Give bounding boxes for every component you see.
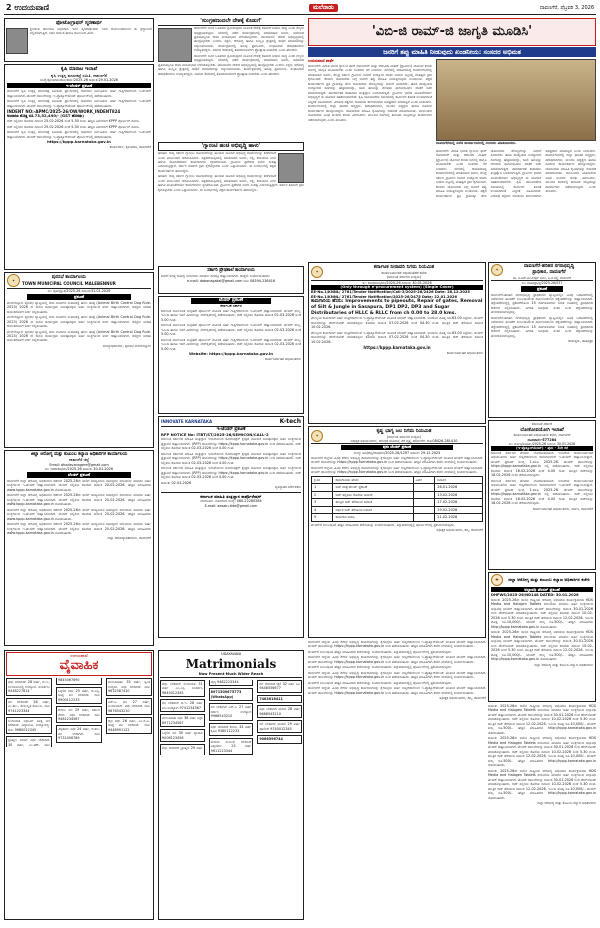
- main-banner: [308, 18, 596, 46]
- portrait-photo: [6, 28, 28, 54]
- kbjnl-text: ದಾವಣಗೆರೆ ಜಿಲ್ಲೆಯ ವಿವಿಧ ಕೆರೆಗಳ ಅಭಿವೃದ್ಧಿ ಕಾಮಗಾರಿಗಳನ್ನು ಕೈಗೊಳ್ಳಲು ಅರ್ಹ ಗುತ್ತಿಗೆದಾರರಿಂದ ಇ-ಪ್ರೊಕ್ಯೂರ್‌ಮೆಂಟ್ ಮೂಲಕ ಟೆಂಡರ್ ಆಹ್ವಾನಿಸಲಾಗಿದೆ. ಟೆಂಡರ್ ದಾಖಲೆಗಳನ್ನು https://kppp.karnataka.gov.in ನಿಂದ ಪಡೆಯಬಹುದು. ಹೆಚ್ಚಿನ ಮಾಹಿತಿಗಾಗಿ ಕಚೇರಿ ವೇಳೆಯಲ್ಲಿ ಸಂಪರ್ಕಿಸಬಹುದು.: [308, 655, 486, 664]
- dhfws-sign: ಜಿಲ್ಲಾ ಆರೋಗ್ಯ ಮತ್ತು ಕುಟುಂಬ ಕಲ್ಯಾಣ ಅಧಿಕಾರಿಗಳು: [534, 662, 593, 667]
- dhfws-title: ಜಿಲ್ಲಾ ಆರೋಗ್ಯ ಮತ್ತು ಕುಟುಂಬ ಕಲ್ಯಾಣ ಅಧಿಕಾರಿಗಳ ಕಚೇರಿ: [508, 577, 590, 583]
- dhuda-notice: ಪ್ರಕಟಣೆ: [521, 286, 563, 291]
- apmc-text: ದಾವಣಗೆರೆ ಕೃಷಿ ಉತ್ಪನ್ನ ಮಾರುಕಟ್ಟೆ ಸಮಿತಿಯ ಪ್ರಾಂಗಣದಲ್ಲಿ ಕಾಮಗಾರಿ ನಿರ್ವಹಿಸಲು ಅರ್ಹ ಗುತ್ತಿಗೆದಾರರಿಂದ ಇ-ಟೆಂಡರ್ ಆಹ್ವಾನಿಸಲಾಗಿದೆ. ಟೆಂಡರ್ ದಾಖಲೆಗಳನ್ನು ಇ-ಪ್ರೊಕ್ಯೂರ್‌ಮೆಂಟ್ ಪೋರ್ಟಲ್‌ನಲ್ಲಿ ಪಡೆಯಬಹುದು.: [7, 89, 151, 98]
- school-email: e-mail: dabanagaksi@gmail.com ದೂ: 08394-236416: [186, 279, 276, 284]
- page-label: 2 ಉದಯವಾಣಿ: [6, 3, 50, 12]
- vaivahika-classifieds: [4, 650, 154, 920]
- ktech-text: ಕರ್ನಾಟಕ ಸರ್ಕಾರದ ಮಾಹಿತಿ ತಂತ್ರಜ್ಞಾನ ಇಲಾಖೆಯಿಂದ ಸೆಮಿಕಂಡಕ್ಟರ್ ಕ್ಷೇತ್ರದ ಯೋಜನೆ ಅನುಷ್ಠಾನಕ್ಕಾಗಿ ಅರ್ಹ ಸಂಸ್ಥೆಗಳಿಂದ ಪ್ರಸ್ತಾವನೆ ಆಹ್ವಾನಿಸಲಾಗಿದೆ. (RFP) ದಾಖಲೆಗಳನ್ನು https://kppp.karnataka.gov.in ನಿಂದ ಪಡೆಯಬಹುದು. ಬಿಡ್ ಸಲ್ಲಿಸಲು ಕೊನೆಯ ದಿನಾಂಕ 02-03-2026 ಸಂಜೆ 4.00 ಗಂಟೆ.: [161, 466, 301, 480]
- tender-notice-ad: [158, 296, 304, 414]
- tender-subtitle: ಕರ್ನಾಟಕ ಸರ್ಕಾರ: [220, 302, 242, 308]
- apmc-notice: ಇ-ಟೆಂಡರ್ ಪ್ರಕಟಣೆ: [7, 83, 151, 88]
- matrimonials-tagline: Now Present Much Wider Reach: [198, 672, 264, 677]
- classified-ad: ವಿಶ್ವಕರ್ಮ ವಧು 24 ವರ್ಷ, ಬಿ.ಕಾಂ. ವರ ಬೇಕಾಗಿದೆ. ದೂ: 9731456789: [56, 725, 102, 742]
- kbjnl-title: ಕೃಷ್ಣ ಭಾಗ್ಯ ಜಲ ನಿಗಮ ನಿಯಮಿತ: [376, 428, 432, 434]
- dhuda-text: ದಾವಣಗೆರೆ-ಹರಿಹರ ನಗರಾಭಿವೃದ್ಧಿ ಪ್ರಾಧಿಕಾರದ ವ್ಯಾಪ್ತಿಯಲ್ಲಿನ ವಿವಿಧ ಬಡಾವಣೆಗಳಲ್ಲಿ ನಿವೇಶನಗಳ ಹಂಚಿಕೆಗೆ ಸಂಬಂಧಿಸಿದಂತೆ ಸಾರ್ವಜನಿಕರಿಂದ ಆಕ್ಷೇಪಣೆಗಳನ್ನು ಆಹ್ವಾನಿಸಲಾಗಿದೆ. ಆಕ್ಷೇಪಣೆಗಳಿದ್ದಲ್ಲಿ ಪ್ರಕಟಣೆಗೊಂಡ 15 ದಿನಗಳೊಳಗಾಗಿ ಲಿಖಿತ ರೂಪದಲ್ಲಿ ಪ್ರಾಧಿಕಾರದ ಕಚೇರಿಗೆ ಸಲ್ಲಿಸಬಹುದು. ನಿಗದಿತ ಅವಧಿಯ ನಂತರ ಬಂದ ಆಕ್ಷೇಪಣೆಗಳನ್ನು ಪರಿಗಣಿಸಲಾಗುವುದಿಲ್ಲ.: [491, 315, 593, 338]
- emblem-icon: ✦: [311, 430, 323, 442]
- table-cell: 21.02.2026: [435, 514, 483, 522]
- knnl-text: ಮೇಲ್ಕಂಡ ಕಾಮಗಾರಿಗೆ ಅರ್ಹ ಗುತ್ತಿಗೆದಾರರಿಂದ ಇ-ಪ್ರೊಕ್ಯೂರ್‌ಮೆಂಟ್ ಮೂಲಕ ಟೆಂಡರ್ ಆಹ್ವಾನಿಸಲಾಗಿದೆ. ಅಂದಾಜು ಮೊತ್ತ ರೂ.63.00 ಲಕ್ಷಗಳು. ಟೆಂಡರ್ ದಾಖಲೆಗಳನ್ನು ಡೌನ್‌ಲೋಡ್ ಮಾಡಿಕೊಳ್ಳಲು ಕೊನೆಯ ದಿನಾಂಕ 07.02.2026 ಸಂಜೆ 04.30 ಗಂಟೆ. ತಾಂತ್ರಿಕ ಬಿಡ್ ತೆರೆಯುವ ದಿನಾಂಕ 10.02.2026.: [311, 330, 483, 344]
- main-body: ದಾವಣಗೆರೆ: ವಿಕಸಿತ ಭಾರತ ಗ್ಯಾರಂಟಿ ಫಾರ್ ರೋಜಗಾರ್ ಮತ್ತು ಆಜೀವಿಕಾ ಮಿಷನ್ (ಗ್ರಾಮೀಣ) ಯೋಜನೆ ಕುರಿತು ಜನರಲ್ಲಿ ಜಾಗೃತಿ ಮೂಡಿಸಬೇಕು ಎಂದು ಸಂಸದರು ಕರೆ ನೀಡಿದರು. ನಗರದಲ್ಲಿ ಆಯೋಜಿಸಿದ್ದ ಕಾರ್ಯಾಗಾರದಲ್ಲಿ ಮಾತನಾಡಿದ ಅವರು, ಕೇಂದ್ರ ಸರ್ಕಾರ ಗ್ರಾಮೀಣ ಜನರಿಗೆ ಉದ್ಯೋಗ ಖಾತರಿ ನೀಡುವ ನಿಟ್ಟಿನಲ್ಲಿ ಮಹತ್ವದ ಕ್ರಮ ಕೈಗೊಂಡಿದೆ. ಕೆಲವರು ಯೋಜನೆಯ ಬಗ್ಗೆ ಜನರಿಗೆ ತಪ್ಪು ಮಾಹಿತಿ ನೀಡುತ್ತಿರುವುದು ಖಂಡನೀಯ. ಪಕ್ಷದ ಕಾರ್ಯಕರ್ತರು ಪ್ರತಿ ಗ್ರಾಮಕ್ಕೂ ತೆರಳಿ ಯೋಜನೆಯ ಸೌಲಭ್ಯಗಳನ್ನು ಜನರಿಗೆ ತಿಳಿಸಬೇಕು. ಹೊಸ ಕಾಯ್ದೆಯಡಿ ಉದ್ಯೋಗದ ದಿನಗಳನ್ನು ಹೆಚ್ಚಿಸಲಾಗಿದ್ದು, ಕೂಲಿ ಹಣವನ್ನು ನೇರವಾಗಿ ಫಲಾನುಭವಿಗಳ ಖಾತೆಗೆ ಜಮೆ ಮಾಡಲಾಗುತ್ತದೆ. ಪಾರದರ್ಶಕತೆ ಕಾಪಾಡಲು ತಂತ್ರಜ್ಞಾನ ಬಳಸಲಾಗುತ್ತಿದೆ. ಗ್ರಾಮೀಣ ಭಾಗದ ಮೂಲಸೌಕರ್ಯ ಅಭಿವೃದ್ಧಿಗೆ ಈ ಯೋಜನೆ ಸಹಕಾರಿಯಾಗಲಿದೆ. ಕೃಷಿ ಚಟುವಟಿಕೆಗಳ ಸಮಯದಲ್ಲಿ ಕಾರ್ಮಿಕರ ಕೊರತೆ ಉಂಟಾಗದಂತೆ ಎಚ್ಚರಿಕೆ ವಹಿಸಲಾಗಿದೆ. ವಿರೋಧ ಪಕ್ಷಗಳು ರಾಜಕೀಯ ಕಾರಣಗಳಿಗಾಗಿ ಅಪಪ್ರಚಾರ ಮಾಡುತ್ತಿವೆ ಎಂದು ಟೀಕಿಸಿದರು. ಕಾರ್ಯಾಗಾರದಲ್ಲಿ ಜಿಲ್ಲಾ ಘಟಕದ ಅಧ್ಯಕ್ಷರು, ಪದಾಧಿಕಾರಿಗಳು, ಮಂಡಲ ಅಧ್ಯಕ್ಷರು ಹಾಗೂ ನೂರಾರು ಕಾರ್ಯಕರ್ತರು ಪಾಲ್ಗೊಂಡಿದ್ದರು. ಯೋಜನೆಯ ಮಾಹಿತಿ ಕೈಪಿಡಿಗಳನ್ನು ಬಿಡುಗಡೆ ಮಾಡಲಾಯಿತು. ಮುಖಂಡರು ಯೋಜನೆಯ ವಿವಿಧ ಅಂಶಗಳ ಕುರಿತು ವಿವರಿಸಿದರು. ಮುಂದಿನ ದಿನಗಳಲ್ಲಿ ತಾಲೂಕು ಮಟ್ಟದಲ್ಲೂ ಕಾರ್ಯಾಗಾರ ನಡೆಸಲಾಗುವುದು ಎಂದು ತಿಳಿಸಿದರು.: [308, 63, 432, 122]
- phc-text: ದಾವಣಗೆರೆ ಜಿಲ್ಲಾ ಆರೋಗ್ಯ ಅಧಿಕಾರಿಗಳ ಕಚೇರಿಗೆ 2025-26ನೇ ಸಾಲಿಗೆ ಅಗತ್ಯವಿರುವ ಸಾಮಗ್ರಿಗಳ ಸರಬರಾಜು ಮಾಡಲು ಅರ್ಹ ಸಂಸ್ಥೆಗಳಿಂದ ಇ-ಟೆಂಡರ್ ಆಹ್ವಾನಿಸಲಾಗಿದೆ. ಟೆಂಡರ್ ಸಲ್ಲಿಸಲು ಕೊನೆಯ ದಿನಾಂಕ 20-02-2026. ಹೆಚ್ಚಿನ ಮಾಹಿತಿಗಾಗಿ www.kppp.karnataka.gov.in ನೋಡಬಹುದು.: [7, 493, 151, 507]
- apmc-title: ಕೃಷಿ ಮಾರಾಟ ಇಲಾಖೆ: [60, 66, 98, 72]
- dhfws-tender-ad: [488, 572, 596, 702]
- innovate-karnataka-logo: INNOVATE KARNATAKA: [161, 419, 213, 425]
- classified-ad: ವರ ಬೇಕಾಗಿದೆ ಎಸ್.ಸಿ. 27 ವರ್ಷ ಸರ್ಕಾರಿ ಉದ್ಯೋಗ 9986543210: [209, 703, 254, 720]
- tmc-sign: ಮುಖ್ಯಾಧಿಕಾರಿಗಳು, ಪುರಸಭೆ ಮಲೇಬೆನ್ನೂರು: [102, 343, 151, 348]
- table-cell: ತಾಂತ್ರಿಕ ಬಿಡ್ ತೆರೆಯುವ ದಿನಾಂಕ: [333, 499, 413, 507]
- matrimonials-title: Matrimonials: [185, 656, 277, 671]
- classified-ad: ಬ್ರಾಹ್ಮಣ ವರನಿಗೆ ವಧು ಬೇಕಾಗಿದೆ. 30 ವರ್ಷ, ಎಂ.ಟೆಕ್. ದೂ: 9845067890: [6, 678, 102, 747]
- health-emblem-icon: ✚: [491, 574, 503, 586]
- dhfws-text: ದಿನಾಂಕ: 2025-26ನೇ ಸಾಲಿನ ರಾಷ್ಟ್ರೀಯ ಆರೋಗ್ಯ ಅಭಿಯಾನ ಕಾರ್ಯಕ್ರಮದಡಿ HDS Media and Halogen Tablets ಸರಬರಾಜು ಮಾಡಲು ಅರ್ಹ ಸಂಸ್ಥೆಗಳಿಂದ ಅಲ್ಪಾವಧಿ ಟೆಂಡರ್ ಆಹ್ವಾನಿಸಲಾಗಿದೆ. ಟೆಂಡರ್ ದಾಖಲೆಗಳನ್ನು ದಿನಾಂಕ 30-01-2026 ರಿಂದ ಡೌನ್‌ಲೋಡ್ ಮಾಡಿಕೊಳ್ಳಬಹುದು. ಬಿಡ್ ಸಲ್ಲಿಸಲು ಕೊನೆಯ ದಿನಾಂಕ 10-02-2026 ಸಂಜೆ 5.30 ಗಂಟೆ. ತಾಂತ್ರಿಕ ಬಿಡ್ ತೆರೆಯುವ ದಿನಾಂಕ 12-02-2026. ಇಎಂಡಿ ಮೊತ್ತ ರೂ.10,000/-. ಟೆಂಡರ್ ಶುಲ್ಕ ರೂ.500/-. ಹೆಚ್ಚಿನ ಮಾಹಿತಿಗಾಗಿ http://kppp.karnataka.gov.in ನೋಡಬಹುದು.: [491, 597, 593, 629]
- knnl-web[interactable]: https://kppp.karnataka.gov.in: [363, 345, 431, 351]
- dhuda-title: ದಾವಣಗೆರೆ-ಹರಿಹರ ನಗರಾಭಿವೃದ್ಧಿ: [523, 264, 575, 270]
- section-masthead: ಮಲೆನಾಡು: [309, 4, 338, 12]
- apmc-indent: INDENT NO:-APMC/2025-26/OW/WORK_INDENT824: [7, 109, 121, 115]
- phc-notice: ಟೆಂಡರ್ ಪ್ರಕಟಣೆ: [27, 472, 131, 477]
- table-cell: [413, 506, 435, 514]
- pwd-text: ಕರ್ನಾಟಕ ಸರ್ಕಾರದ ಪರವಾಗಿ ಲೋಕೋಪಯೋಗಿ ಇಲಾಖೆಯ ಕಾರ್ಯನಿರ್ವಾಹಕ ಅಭಿಯಂತರರು ಅರ್ಹ ಗುತ್ತಿಗೆದಾರರಿಂದ ಕಾಮಗಾರಿಗಳಿಗೆ ಇ-ಟೆಂಡರ್ ಆಹ್ವಾನಿಸಿರುತ್ತಾರೆ. ಟೆಂಡರ್ ಪ್ರಕಟಣೆ ಸಂಖ್ಯೆ 1-ಕೆಪಿಪಿ 2025-26. ಟೆಂಡರ್ ದಾಖಲೆಗಳನ್ನು https://kppp.karnataka.gov.in ನಲ್ಲಿ ಪಡೆಯಬಹುದು. ಬಿಡ್ ಸಲ್ಲಿಸಲು ಕೊನೆಯ ದಿನಾಂಕ 16.02.2026 ಸಂಜೆ 4.00 ಗಂಟೆ. ತಾಂತ್ರಿಕ ಬಿಡ್‌ಗಳನ್ನು 18.02.2026 ರಂದು ತೆರೆಯಲಾಗುವುದು.: [491, 478, 593, 506]
- ktech2-title: ಕರ್ನಾಟಕ ಮಾಹಿತಿ ತಂತ್ರಜ್ಞಾನ ಕಾರ್ಪೊರೇಷನ್: [200, 493, 262, 499]
- table-header-cell: ವಿವರ: [413, 476, 435, 484]
- phc-subtitle: ದಾವಣಗೆರೆ ಜಿಲ್ಲೆ: [68, 456, 90, 462]
- ktech-text: ಕರ್ನಾಟಕ ಸರ್ಕಾರದ ಮಾಹಿತಿ ತಂತ್ರಜ್ಞಾನ ಇಲಾಖೆಯಿಂದ ಸೆಮಿಕಂಡಕ್ಟರ್ ಕ್ಷೇತ್ರದ ಯೋಜನೆ ಅನುಷ್ಠಾನಕ್ಕಾಗಿ ಅರ್ಹ ಸಂಸ್ಥೆಗಳಿಂದ ಪ್ರಸ್ತಾವನೆ ಆಹ್ವಾನಿಸಲಾಗಿದೆ. (RFP) ದಾಖಲೆಗಳನ್ನು https://kppp.karnataka.gov.in ನಿಂದ ಪಡೆಯಬಹುದು. ಬಿಡ್ ಸಲ್ಲಿಸಲು ಕೊನೆಯ ದಿನಾಂಕ 02-03-2026 ಸಂಜೆ 4.00 ಗಂಟೆ.: [161, 451, 301, 465]
- knnl-tender-ad: [308, 262, 486, 424]
- kbjnl-tender-ad: [308, 426, 486, 638]
- schedule-table: [311, 476, 483, 522]
- tender-text: ಕರ್ನಾಟಕ ಸಾರ್ವಜನಿಕ ಸಂಗ್ರಹಣೆ ಪೋರ್ಟಲ್ ಮೂಲಕ ಅರ್ಹ ಗುತ್ತಿಗೆದಾರರಿಂದ ಇ-ಟೆಂಡರ್ ಆಹ್ವಾನಿಸಲಾಗಿದೆ. ಟೆಂಡರ್ ಶುಲ್ಕ, ಇಎಂಡಿ ಹಾಗೂ ಇತರೆ ವಿವರಗಳನ್ನು ವೆಬ್‌ಸೈಟ್‌ನಲ್ಲಿ ಪಡೆಯಬಹುದು. ಬಿಡ್ ಸಲ್ಲಿಸಲು ಕೊನೆಯ ದಿನಾಂಕ 02-03-2026 ಸಂಜೆ 5.00 ಗಂಟೆ.: [161, 337, 301, 351]
- tmc-text: ಮಲೇಬೆನ್ನೂರು ಪುರಸಭೆ ವ್ಯಾಪ್ತಿಯಲ್ಲಿ ಬೀದಿ ನಾಯಿಗಳ ಸಂತಾನಶಕ್ತಿ ಹರಣ ಚಿಕಿತ್ಸೆ (Animal Birth Control Dog Rule-2023) 2026 ನೇ ಸಾಲಿನ ಕಾರ್ಯಕ್ರಮ ಅನುಷ್ಠಾನಕ್ಕಾಗಿ ಅರ್ಹ ಸಂಸ್ಥೆಗಳಿಂದ ಅರ್ಜಿ ಆಹ್ವಾನಿಸಲಾಗಿದೆ. ಆಸಕ್ತರು ನಿಗದಿತ ದಿನಾಂಕದೊಳಗೆ ಅರ್ಜಿ ಸಲ್ಲಿಸಬಹುದು.: [7, 315, 151, 329]
- kbjnl-address: ಅಧೀಕ್ಷಕ ಅಭಿಯಂತರರು, ಆರಂಭಿಕ ಯೋಜನೆ, ಕೆರೆ ವೃತ್ತ, ದಾವಣಗೆರೆ. ದೂ:08426-281410: [350, 438, 458, 443]
- obituary-title: ಫೋಟೋಗ್ರಾಫರ್‌ ಸ್ಮರಣಾರ್ಥ: [55, 20, 103, 26]
- ktech2-text: ಬೆಂಗಳೂರು. ದೂರವಾಣಿ ಸಂಖ್ಯೆ: 080-22280584: [200, 499, 262, 504]
- emblem-icon: ✦: [7, 274, 20, 287]
- table-row: [312, 491, 483, 499]
- ktech-rfp: RFP NOTICE No: ITBT/ST/2025-26/SEMICON/CALL-2: [161, 431, 269, 437]
- classified-ad: 9066596744: [257, 735, 302, 743]
- ktech2-email: E-mail: aesain.ktte@gmail.com: [204, 503, 258, 508]
- table-cell: [413, 491, 435, 499]
- classified-ad: 8971509675773 (WhatsApp): [209, 688, 254, 701]
- classified-ad: ವಧು ಬೇಕಾಗಿದೆ ಮರಾಠ 28 ವರ್ಷ 9686543210: [257, 705, 302, 718]
- tmc-ref: ಸಂ: ಪುಮ/ಪ್ರ.ಕ/2025-26 ದಿನಾಂಕ:31.01.2026: [7, 288, 151, 293]
- table-cell: 2: [312, 491, 333, 499]
- pwd-text: ಕರ್ನಾಟಕ ಸರ್ಕಾರದ ಪರವಾಗಿ ಲೋಕೋಪಯೋಗಿ ಇಲಾಖೆಯ ಕಾರ್ಯನಿರ್ವಾಹಕ ಅಭಿಯಂತರರು ಅರ್ಹ ಗುತ್ತಿಗೆದಾರರಿಂದ ಕಾಮಗಾರಿಗಳಿಗೆ ಇ-ಟೆಂಡರ್ ಆಹ್ವಾನಿಸಿರುತ್ತಾರೆ. ಟೆಂಡರ್ ಪ್ರಕಟಣೆ ಸಂಖ್ಯೆ 1-ಕೆಪಿಪಿ 2025-26. ಟೆಂಡರ್ ದಾಖಲೆಗಳನ್ನು https://kppp.karnataka.gov.in ನಲ್ಲಿ ಪಡೆಯಬಹುದು. ಬಿಡ್ ಸಲ್ಲಿಸಲು ಕೊನೆಯ ದಿನಾಂಕ 16.02.2026 ಸಂಜೆ 4.00 ಗಂಟೆ. ತಾಂತ್ರಿಕ ಬಿಡ್‌ಗಳನ್ನು 18.02.2026 ರಂದು ತೆರೆಯಲಾಗುವುದು.: [491, 450, 593, 478]
- classified-ad: ವರ ಬೇಕಾಗಿದೆ: 26 ವರ್ಷ, ಎಂ.ಕಾಂ., ಸುಸಂಸ್ಕೃತ ಕುಟುಂಬ. ದೂ: 9741223344: [6, 698, 52, 715]
- knnl-text: ಮೇಲ್ಕಂಡ ಕಾಮಗಾರಿಗೆ ಅರ್ಹ ಗುತ್ತಿಗೆದಾರರಿಂದ ಇ-ಪ್ರೊಕ್ಯೂರ್‌ಮೆಂಟ್ ಮೂಲಕ ಟೆಂಡರ್ ಆಹ್ವಾನಿಸಲಾಗಿದೆ. ಅಂದಾಜು ಮೊತ್ತ ರೂ.63.00 ಲಕ್ಷಗಳು. ಟೆಂಡರ್ ದಾಖಲೆಗಳನ್ನು ಡೌನ್‌ಲೋಡ್ ಮಾಡಿಕೊಳ್ಳಲು ಕೊನೆಯ ದಿನಾಂಕ 07.02.2026 ಸಂಜೆ 04.30 ಗಂಟೆ. ತಾಂತ್ರಿಕ ಬಿಡ್ ತೆರೆಯುವ ದಿನಾಂಕ 10.02.2026.: [311, 316, 483, 330]
- tender-text: ಕರ್ನಾಟಕ ಸಾರ್ವಜನಿಕ ಸಂಗ್ರಹಣೆ ಪೋರ್ಟಲ್ ಮೂಲಕ ಅರ್ಹ ಗುತ್ತಿಗೆದಾರರಿಂದ ಇ-ಟೆಂಡರ್ ಆಹ್ವಾನಿಸಲಾಗಿದೆ. ಟೆಂಡರ್ ಶುಲ್ಕ, ಇಎಂಡಿ ಹಾಗೂ ಇತರೆ ವಿವರಗಳನ್ನು ವೆಬ್‌ಸೈಟ್‌ನಲ್ಲಿ ಪಡೆಯಬಹುದು. ಬಿಡ್ ಸಲ್ಲಿಸಲು ಕೊನೆಯ ದಿನಾಂಕ 02-03-2026 ಸಂಜೆ 5.00 ಗಂಟೆ.: [161, 308, 301, 322]
- phc-title: ಜಿಲ್ಲಾ ಆರೋಗ್ಯ ಮತ್ತು ಕುಟುಂಬ ಕಲ್ಯಾಣ ಅಧಿಕಾರಿಗಳ ಕಾರ್ಯಾಲಯ: [30, 452, 128, 457]
- apmc-ref: ಸಂಖ್ಯೆ:ಕೃಉಮಾಸ:ದಾವ:ಕಾಮ:2025-26 ದಿನಾಂಕ:29.01.2026: [40, 77, 118, 82]
- apmc-text2: ಬಿಡ್ ಸಲ್ಲಿಸಲು ಕೊನೆಯ ದಿನಾಂಕ 25.02.2026 ಸಂಜೆ 5.30 ಗಂಟೆ. ಹೆಚ್ಚಿನ ವಿವರಗಳಿಗೆ KPPP ಪೋರ್ಟಲ್ ನೋಡಿ.: [7, 124, 140, 129]
- dhfws-continued: [488, 704, 596, 920]
- pwd-sign: ಕಾರ್ಯನಿರ್ವಾಹಕ ಅಭಿಯಂತರರು, ಲೋಇ, ದಾವಣಗೆರೆ: [532, 506, 593, 511]
- kbjnl-sign: ಅಧೀಕ್ಷಕ ಅಭಿಯಂತರರು, ಕೆವೃ, ದಾವಣಗೆರೆ: [436, 528, 483, 533]
- knnl-subtitle2: (ಕರ್ನಾಟಕ ಸರ್ಕಾರದ ಉದ್ಯಮ): [386, 275, 422, 280]
- kbjnl-text: ದಾವಣಗೆರೆ ಜಿಲ್ಲೆಯ ವಿವಿಧ ಕೆರೆಗಳ ಅಭಿವೃದ್ಧಿ ಕಾಮಗಾರಿಗಳನ್ನು ಕೈಗೊಳ್ಳಲು ಅರ್ಹ ಗುತ್ತಿಗೆದಾರರಿಂದ ಇ-ಪ್ರೊಕ್ಯೂರ್‌ಮೆಂಟ್ ಮೂಲಕ ಟೆಂಡರ್ ಆಹ್ವಾನಿಸಲಾಗಿದೆ. ಟೆಂಡರ್ ದಾಖಲೆಗಳನ್ನು https://kppp.karnataka.gov.in ನಿಂದ ಪಡೆಯಬಹುದು. ಹೆಚ್ಚಿನ ಮಾಹಿತಿಗಾಗಿ ಕಚೇರಿ ವೇಳೆಯಲ್ಲಿ ಸಂಪರ್ಕಿಸಬಹುದು.: [308, 686, 486, 695]
- table-cell: 5: [312, 514, 333, 522]
- knnl-title: ಕರ್ನಾಟಕ ನೀರಾವರಿ ನಿಗಮ ನಿಯಮಿತ: [373, 264, 435, 270]
- table-header-cell: ಕಾಮಗಾರಿಯ ಹೆಸರು: [333, 476, 413, 484]
- ktech-rfp-ad: [158, 416, 304, 638]
- table-cell: ಕಾಮಗಾರಿ ಅವಧಿ: [333, 514, 413, 522]
- pwd-subtitle: ಕಾರ್ಯನಿರ್ವಾಹಕ ಅಭಿಯಂತರರ ಕಛೇರಿ, ದಾವಣಗೆರೆ: [513, 433, 571, 438]
- pwd-head: ಕರ್ನಾಟಕ ಸರ್ಕಾರ: [531, 422, 553, 426]
- main-article: [308, 59, 596, 259]
- table-cell: 17.02.2026: [435, 499, 483, 507]
- phc-text: ದಾವಣಗೆರೆ ಜಿಲ್ಲಾ ಆರೋಗ್ಯ ಅಧಿಕಾರಿಗಳ ಕಚೇರಿಗೆ 2025-26ನೇ ಸಾಲಿಗೆ ಅಗತ್ಯವಿರುವ ಸಾಮಗ್ರಿಗಳ ಸರಬರಾಜು ಮಾಡಲು ಅರ್ಹ ಸಂಸ್ಥೆಗಳಿಂದ ಇ-ಟೆಂಡರ್ ಆಹ್ವಾನಿಸಲಾಗಿದೆ. ಟೆಂಡರ್ ಸಲ್ಲಿಸಲು ಕೊನೆಯ ದಿನಾಂಕ 20-02-2026. ಹೆಚ್ಚಿನ ಮಾಹಿತಿಗಾಗಿ www.kppp.karnataka.gov.in ನೋಡಬಹುದು.: [7, 478, 151, 492]
- kbjnl-text2: ಟೆಂಡರ್‌ಗೆ ಸಂಬಂಧಿಸಿದ ಹೆಚ್ಚಿನ ಮಾಹಿತಿಗಾಗಿ ಕಚೇರಿಯನ್ನು ಸಂಪರ್ಕಿಸಬಹುದು. ತಿದ್ದುಪಡಿಗಳಿದ್ದಲ್ಲಿ ಪೋರ್ಟಲ್‌ನಲ್ಲಿ ಪ್ರಕಟಿಸಲಾಗುವುದು.: [308, 680, 452, 685]
- classified-ad: ವಧು ಬೇಕಾಗಿದೆ ಕುರುಬ 33 ವರ್ಷ ಕೃಷಿಕ 9380112233: [209, 723, 254, 736]
- table-cell: 13.02.2026: [435, 491, 483, 499]
- matrimonials-brand: UDAYAVANI: [220, 652, 242, 656]
- table-cell: 1: [312, 484, 333, 492]
- classified-ad: ಒಕ್ಕಲಿಗ ವರ 30 ವರ್ಷ ವ್ಯಾಪಾರ 9008123456: [160, 729, 205, 742]
- knnl-ee2: EE-No.1/KNNL/ 2761/Tender Notification/2025-26/2475 Date: 22.01.2026: [311, 294, 458, 299]
- dhuda-title2: ಪ್ರಾಧಿಕಾರ, ದಾವಣಗೆರೆ: [532, 270, 566, 275]
- table-cell: 19.02.2026: [435, 506, 483, 514]
- vaivahika-brand: ಉದಯವಾಣಿ: [70, 653, 88, 658]
- kbjnl-text: ದಾವಣಗೆರೆ ಜಿಲ್ಲೆಯ ವಿವಿಧ ಕೆರೆಗಳ ಅಭಿವೃದ್ಧಿ ಕಾಮಗಾರಿಗಳನ್ನು ಕೈಗೊಳ್ಳಲು ಅರ್ಹ ಗುತ್ತಿಗೆದಾರರಿಂದ ಇ-ಪ್ರೊಕ್ಯೂರ್‌ಮೆಂಟ್ ಮೂಲಕ ಟೆಂಡರ್ ಆಹ್ವಾನಿಸಲಾಗಿದೆ. ಟೆಂಡರ್ ದಾಖಲೆಗಳನ್ನು https://kppp.karnataka.gov.in ನಿಂದ ಪಡೆಯಬಹುದು. ಹೆಚ್ಚಿನ ಮಾಹಿತಿಗಾಗಿ ಕಚೇರಿ ವೇಳೆಯಲ್ಲಿ ಸಂಪರ್ಕಿಸಬಹುದು.: [311, 455, 483, 465]
- table-cell: 3: [312, 499, 333, 507]
- obituary-ad: [4, 18, 154, 62]
- article-body: ಹರಿಹರ: ರಾಜ್ಯ ಸರ್ಕಾರ ಗ್ಯಾರಂಟಿ ಯೋಜನೆಗಳನ್ನು ಹಂಚುವ ಮೂಲಕ ಅಭಿವೃದ್ಧಿ ಕಾರ್ಯಗಳನ್ನು ಕಡೆಗಣಿಸಿದೆ ಎಂದು ಮುಖಂಡರು ಆರೋಪಿಸಿದರು. ಪತ್ರಿಕಾಗೋಷ್ಠಿಯಲ್ಲಿ ಮಾತನಾಡಿದ ಅವರು, ರಸ್ತೆ, ಕುಡಿಯುವ ನೀರು ಹಾಗೂ ಮೂಲಸೌಕರ್ಯ ಕಾಮಗಾರಿಗಳು ಸ್ಥಗಿತಗೊಂಡಿವೆ. ಗ್ರಾಮೀಣ ಪ್ರದೇಶದ ಜನರು ಸಂಕಷ್ಟ ಎದುರಿಸುತ್ತಿದ್ದಾರೆ. ಸರ್ಕಾರ ಕೂಡಲೇ ಕ್ರಮ ಕೈಗೊಳ್ಳಬೇಕು ಎಂದು ಒತ್ತಾಯಿಸಿದರು. ಈ ಸಂದರ್ಭದಲ್ಲಿ ಪಕ್ಷದ ಕಾರ್ಯಕರ್ತರು ಹಾಜರಿದ್ದರು.: [158, 151, 276, 173]
- tender-sign: ಕಾರ್ಯನಿರ್ವಾಹಕ ಅಭಿಯಂತರರು: [264, 356, 301, 361]
- pwd-ref: ಸಂ: ಲೋಇ/ಕಾಅ/ಟೆಂ/2025-26 ದಿನಾಂಕ: 30.01.2026: [508, 442, 576, 447]
- kbjnl-text: ದಾವಣಗೆರೆ ಜಿಲ್ಲೆಯ ವಿವಿಧ ಕೆರೆಗಳ ಅಭಿವೃದ್ಧಿ ಕಾಮಗಾರಿಗಳನ್ನು ಕೈಗೊಳ್ಳಲು ಅರ್ಹ ಗುತ್ತಿಗೆದಾರರಿಂದ ಇ-ಪ್ರೊಕ್ಯೂರ್‌ಮೆಂಟ್ ಮೂಲಕ ಟೆಂಡರ್ ಆಹ್ವಾನಿಸಲಾಗಿದೆ. ಟೆಂಡರ್ ದಾಖಲೆಗಳನ್ನು https://kppp.karnataka.gov.in ನಿಂದ ಪಡೆಯಬಹುದು. ಹೆಚ್ಚಿನ ಮಾಹಿತಿಗಾಗಿ ಕಚೇರಿ ವೇಳೆಯಲ್ಲಿ ಸಂಪರ್ಕಿಸಬಹುದು.: [308, 670, 486, 680]
- school-notice-ad: [158, 266, 304, 294]
- classified-ad: ವಧು ಬೇಕಾಗಿದೆ: 28 ವರ್ಷ, ಬಿ.ಇ., ಬೆಂಗಳೂರಿನಲ್ಲಿ ಉದ್ಯೋಗ. ಸಂಪರ್ಕಿಸಿ: 9448227814: [6, 678, 52, 695]
- phc-text: ದಾವಣಗೆರೆ ಜಿಲ್ಲಾ ಆರೋಗ್ಯ ಅಧಿಕಾರಿಗಳ ಕಚೇರಿಗೆ 2025-26ನೇ ಸಾಲಿಗೆ ಅಗತ್ಯವಿರುವ ಸಾಮಗ್ರಿಗಳ ಸರಬರಾಜು ಮಾಡಲು ಅರ್ಹ ಸಂಸ್ಥೆಗಳಿಂದ ಇ-ಟೆಂಡರ್ ಆಹ್ವಾನಿಸಲಾಗಿದೆ. ಟೆಂಡರ್ ಸಲ್ಲಿಸಲು ಕೊನೆಯ ದಿನಾಂಕ 20-02-2026. ಹೆಚ್ಚಿನ ಮಾಹಿತಿಗಾಗಿ www.kppp.karnataka.gov.in ನೋಡಬಹುದು.: [7, 522, 151, 535]
- article-deshakke: [158, 18, 304, 140]
- phc-ref: ಸಂ: ಜಿಆಕುಕಅ/ಟೆಂ/2025-26 ದಿನಾಂಕ: 30-01-2026: [44, 467, 113, 472]
- table-cell: 4: [312, 506, 333, 514]
- kbjnl-text: ದಾವಣಗೆರೆ ಜಿಲ್ಲೆಯ ವಿವಿಧ ಕೆರೆಗಳ ಅಭಿವೃದ್ಧಿ ಕಾಮಗಾರಿಗಳನ್ನು ಕೈಗೊಳ್ಳಲು ಅರ್ಹ ಗುತ್ತಿಗೆದಾರರಿಂದ ಇ-ಪ್ರೊಕ್ಯೂರ್‌ಮೆಂಟ್ ಮೂಲಕ ಟೆಂಡರ್ ಆಹ್ವಾನಿಸಲಾಗಿದೆ. ಟೆಂಡರ್ ದಾಖಲೆಗಳನ್ನು https://kppp.karnataka.gov.in ನಿಂದ ಪಡೆಯಬಹುದು. ಹೆಚ್ಚಿನ ಮಾಹಿತಿಗಾಗಿ ಕಚೇರಿ ವೇಳೆಯಲ್ಲಿ ಸಂಪರ್ಕಿಸಬಹುದು.: [311, 465, 483, 475]
- dhfws-ref: DHFWS/2025-26/ND148 DATED: 30.01.2026: [491, 593, 579, 598]
- school-text: ಶಾಲೆಗೆ ಅಗತ್ಯ ಸಾಮಗ್ರಿ ಸರಬರಾಜು ಮಾಡಲು ದರಪಟ್ಟಿ ಆಹ್ವಾನಿಸಲಾಗಿದೆ. ಆಸಕ್ತರು ಸಂಪರ್ಕಿಸಬಹುದು.: [161, 273, 271, 278]
- event-photo: [436, 59, 596, 141]
- dhfws-text: ದಿನಾಂಕ: 2025-26ನೇ ಸಾಲಿನ ರಾಷ್ಟ್ರೀಯ ಆರೋಗ್ಯ ಅಭಿಯಾನ ಕಾರ್ಯಕ್ರಮದಡಿ HDS Media and Halogen Tablets ಸರಬರಾಜು ಮಾಡಲು ಅರ್ಹ ಸಂಸ್ಥೆಗಳಿಂದ ಅಲ್ಪಾವಧಿ ಟೆಂಡರ್ ಆಹ್ವಾನಿಸಲಾಗಿದೆ. ಟೆಂಡರ್ ದಾಖಲೆಗಳನ್ನು ದಿನಾಂಕ 30-01-2026 ರಿಂದ ಡೌನ್‌ಲೋಡ್ ಮಾಡಿಕೊಳ್ಳಬಹುದು. ಬಿಡ್ ಸಲ್ಲಿಸಲು ಕೊನೆಯ ದಿನಾಂಕ 10-02-2026 ಸಂಜೆ 5.30 ಗಂಟೆ. ತಾಂತ್ರಿಕ ಬಿಡ್ ತೆರೆಯುವ ದಿನಾಂಕ 12-02-2026. ಇಎಂಡಿ ಮೊತ್ತ ರೂ.10,000/-. ಟೆಂಡರ್ ಶುಲ್ಕ ರೂ.500/-. ಹೆಚ್ಚಿನ ಮಾಹಿತಿಗಾಗಿ http://kppp.karnataka.gov.in ನೋಡಬಹುದು.: [491, 630, 593, 662]
- article-body: ದಾವಣಗೆರೆ: ಜನರ ಒಳಿತಿಗಾಗಿ ಶ್ರಮಿಸುವುದರ ಮೂಲಕ ದೇಶಕ್ಕೆ ಕೊಡುಗೆ ನೀಡಲು ಸಾಧ್ಯ ಎಂದು ಗಣ್ಯರು ಅಭಿಪ್ರಾಯಪಟ್ಟರು. ನಗರದಲ್ಲಿ ನಡೆದ ಕಾರ್ಯಕ್ರಮದಲ್ಲಿ ಮಾತನಾಡಿದ ಅವರು, ಸಮಾಜದ ಪ್ರತಿಯೊಬ್ಬರೂ ಸೇವಾ ಮನೋಭಾವ ಬೆಳೆಸಿಕೊಳ್ಳಬೇಕು. ಯುವಜನರು ದೇಶದ ಅಭಿವೃದ್ಧಿಯಲ್ಲಿ ಪಾಲ್ಗೊಳ್ಳಬೇಕು ಎಂದರು. ಶಿಕ್ಷಣ, ಆರೋಗ್ಯ ಹಾಗೂ ಸಂಸ್ಕೃತಿ ಕ್ಷೇತ್ರದಲ್ಲಿ ಸಾಧನೆ ಮಾಡಿದವರನ್ನು ಸನ್ಮಾನಿಸಲಾಯಿತು. ಕಾರ್ಯಕ್ರಮದಲ್ಲಿ ಹಲವು ಪ್ರಮುಖರು, ಸಂಘಟನೆಯ ಪದಾಧಿಕಾರಿಗಳು ಉಪಸ್ಥಿತರಿದ್ದರು. ಸಮಾಜ ಸೇವೆಯಲ್ಲಿ ತೊಡಗಿರುವವರಿಗೆ ಪ್ರೋತ್ಸಾಹ ನೀಡಬೇಕು ಎಂದು ಹೇಳಿದರು.: [158, 53, 304, 76]
- apmc-web[interactable]: https://kppp.karnataka.gov.in: [47, 139, 111, 145]
- apmc-sign: ಕಾರ್ಯದರ್ಶಿ, ಕೃಉಮಾಸ, ದಾವಣಗೆರೆ: [109, 145, 151, 150]
- classified-ad: ವರ ಬೇಕಾಗಿದೆ ಜೈನ 32 ವರ್ಷ ಸಿಎ 9448556677: [257, 680, 302, 693]
- matrimonials-classifieds: [158, 650, 304, 920]
- pwd-tender-ad: [488, 420, 596, 570]
- speaker-photo: [158, 28, 192, 62]
- kbjnl-text2: ಟೆಂಡರ್‌ಗೆ ಸಂಬಂಧಿಸಿದ ಹೆಚ್ಚಿನ ಮಾಹಿತಿಗಾಗಿ ಕಚೇರಿಯನ್ನು ಸಂಪರ್ಕಿಸಬಹುದು. ತಿದ್ದುಪಡಿಗಳಿದ್ದಲ್ಲಿ ಪೋರ್ಟಲ್‌ನಲ್ಲಿ ಪ್ರಕಟಿಸಲಾಗುವುದು.: [308, 649, 452, 654]
- kbjnl-continued: [308, 640, 486, 920]
- classified-ad: ವರ ಬೇಕಾಗಿದೆ ಬಿ.ಇ. 28 ವರ್ಷ ಐಟಿ ಉದ್ಯೋಗ 9741234567: [160, 699, 205, 712]
- kbjnl-subtitle: (ಕರ್ನಾಟಕ ಸರ್ಕಾರದ ಉದ್ಯಮ): [386, 434, 422, 439]
- dhuda-text: ದಾವಣಗೆರೆ-ಹರಿಹರ ನಗರಾಭಿವೃದ್ಧಿ ಪ್ರಾಧಿಕಾರದ ವ್ಯಾಪ್ತಿಯಲ್ಲಿನ ವಿವಿಧ ಬಡಾವಣೆಗಳಲ್ಲಿ ನಿವೇಶನಗಳ ಹಂಚಿಕೆಗೆ ಸಂಬಂಧಿಸಿದಂತೆ ಸಾರ್ವಜನಿಕರಿಂದ ಆಕ್ಷೇಪಣೆಗಳನ್ನು ಆಹ್ವಾನಿಸಲಾಗಿದೆ. ಆಕ್ಷೇಪಣೆಗಳಿದ್ದಲ್ಲಿ ಪ್ರಕಟಣೆಗೊಂಡ 15 ದಿನಗಳೊಳಗಾಗಿ ಲಿಖಿತ ರೂಪದಲ್ಲಿ ಪ್ರಾಧಿಕಾರದ ಕಚೇರಿಗೆ ಸಲ್ಲಿಸಬಹುದು. ನಿಗದಿತ ಅವಧಿಯ ನಂತರ ಬಂದ ಆಕ್ಷೇಪಣೆಗಳನ್ನು ಪರಿಗಣಿಸಲಾಗುವುದಿಲ್ಲ.: [491, 292, 593, 315]
- classified-ad: ಒಕ್ಕಲಿಗ ವಧು 25 ವರ್ಷ, ಬಿ.ಎಸ್ಸಿ. ಸೂಕ್ತ ವರ ಬೇಕಾಗಿದೆ. ದೂ: 9900112233: [56, 687, 102, 704]
- knnl-single-cover: (Only through e-procurement system) (Single Cover): [311, 285, 483, 290]
- apmc-subtitle: ಕೃಷಿ ಉತ್ಪನ್ನ ಮಾರುಕಟ್ಟೆ ಸಮಿತಿ, ದಾವಣಗೆರೆ: [50, 72, 108, 78]
- classified-ad: ಮದುವೆ ಸಂಬಂಧ ಬೇಕಾಗಿದೆ ವಿಶ್ವಕರ್ಮ 25 ವರ್ಷ 9611223344: [209, 738, 254, 755]
- classified-ad: ಮರುವಿವಾಹ ವಧು 36 ವರ್ಷ ಶಿಕ್ಷಕಿ 8971234567: [160, 714, 205, 727]
- kbjnl-text: ದಾವಣಗೆರೆ ಜಿಲ್ಲೆಯ ವಿವಿಧ ಕೆರೆಗಳ ಅಭಿವೃದ್ಧಿ ಕಾಮಗಾರಿಗಳನ್ನು ಕೈಗೊಳ್ಳಲು ಅರ್ಹ ಗುತ್ತಿಗೆದಾರರಿಂದ ಇ-ಪ್ರೊಕ್ಯೂರ್‌ಮೆಂಟ್ ಮೂಲಕ ಟೆಂಡರ್ ಆಹ್ವಾನಿಸಲಾಗಿದೆ. ಟೆಂಡರ್ ದಾಖಲೆಗಳನ್ನು https://kppp.karnataka.gov.in ನಿಂದ ಪಡೆಯಬಹುದು. ಹೆಚ್ಚಿನ ಮಾಹಿತಿಗಾಗಿ ಕಚೇರಿ ವೇಳೆಯಲ್ಲಿ ಸಂಪರ್ಕಿಸಬಹುದು.: [308, 640, 486, 649]
- obituary-text: ಶ್ರೀಯುತ ಚಿರಂಜೀವಿ ನಿಧನರಾದ ಇವರ ಸ್ಮರಣಾರ್ಥವಾಗಿ ಇವರ ಕುಟುಂಬದವರಿಂದ ಈ ಶ್ರದ್ಧಾಂಜಲಿ ಸಲ್ಲಿಸಲಾಗುತ್ತಿದೆ. ನಿಧನ ದಿನಾಂಕ ಹಾಗೂ ಕುಟುಂಬದ ವಿವರ.: [30, 26, 152, 35]
- table-cell: [413, 499, 435, 507]
- table-row: [312, 506, 483, 514]
- ktech-date: ದಿನಾಂಕ: 02-03-2026: [161, 480, 192, 485]
- article-body: ಹರಿಹರ: ರಾಜ್ಯ ಸರ್ಕಾರ ಗ್ಯಾರಂಟಿ ಯೋಜನೆಗಳನ್ನು ಹಂಚುವ ಮೂಲಕ ಅಭಿವೃದ್ಧಿ ಕಾರ್ಯಗಳನ್ನು ಕಡೆಗಣಿಸಿದೆ ಎಂದು ಮುಖಂಡರು ಆರೋಪಿಸಿದರು. ಪತ್ರಿಕಾಗೋಷ್ಠಿಯಲ್ಲಿ ಮಾತನಾಡಿದ ಅವರು, ರಸ್ತೆ, ಕುಡಿಯುವ ನೀರು ಹಾಗೂ ಮೂಲಸೌಕರ್ಯ ಕಾಮಗಾರಿಗಳು ಸ್ಥಗಿತಗೊಂಡಿವೆ. ಗ್ರಾಮೀಣ ಪ್ರದೇಶದ ಜನರು ಸಂಕಷ್ಟ ಎದುರಿಸುತ್ತಿದ್ದಾರೆ. ಸರ್ಕಾರ ಕೂಡಲೇ ಕ್ರಮ ಕೈಗೊಳ್ಳಬೇಕು ಎಂದು ಒತ್ತಾಯಿಸಿದರು. ಈ ಸಂದರ್ಭದಲ್ಲಿ ಪಕ್ಷದ ಕಾರ್ಯಕರ್ತರು ಹಾಜರಿದ್ದರು.: [158, 174, 304, 192]
- school-title: ಸರ್ಕಾರಿ ಪ್ರೌಢಶಾಲೆ ಕಾರ್ಯಾಲಯ: [207, 268, 255, 273]
- table-row: [312, 484, 483, 492]
- ktech-logo: K-tech: [279, 418, 301, 425]
- pwd-notice: (ಇ-ಪ್ರೊಕ್ಯೂರ್‌ಮೆಂಟ್) - ಪುನಃ - 3ನೇ ಕರೆ: [491, 446, 593, 451]
- classified-ad: ಎಸ್.ಸಿ. ವರ 27 ವರ್ಷ, ಎಂಜಿನಿಯರ್. ವಧು ಬೇಕಾಗಿದೆ. ದೂ: 9876543210: [106, 698, 152, 715]
- phc-sign: ಜಿಲ್ಲಾ ಆರೋಗ್ಯಾಧಿಕಾರಿಗಳು, ದಾವಣಗೆರೆ: [107, 536, 151, 541]
- ktech-sign: ವ್ಯವಸ್ಥಾಪಕ ನಿರ್ದೇಶಕರು: [274, 485, 301, 490]
- dhfws-text: ದಿನಾಂಕ: 2025-26ನೇ ಸಾಲಿನ ರಾಷ್ಟ್ರೀಯ ಆರೋಗ್ಯ ಅಭಿಯಾನ ಕಾರ್ಯಕ್ರಮದಡಿ HDS Media and Halogen Tablets ಸರಬರಾಜು ಮಾಡಲು ಅರ್ಹ ಸಂಸ್ಥೆಗಳಿಂದ ಅಲ್ಪಾವಧಿ ಟೆಂಡರ್ ಆಹ್ವಾನಿಸಲಾಗಿದೆ. ಟೆಂಡರ್ ದಾಖಲೆಗಳನ್ನು ದಿನಾಂಕ 30-01-2026 ರಿಂದ ಡೌನ್‌ಲೋಡ್ ಮಾಡಿಕೊಳ್ಳಬಹುದು. ಬಿಡ್ ಸಲ್ಲಿಸಲು ಕೊನೆಯ ದಿನಾಂಕ 10-02-2026 ಸಂಜೆ 5.30 ಗಂಟೆ. ತಾಂತ್ರಿಕ ಬಿಡ್ ತೆರೆಯುವ ದಿನಾಂಕ 12-02-2026. ಇಎಂಡಿ ಮೊತ್ತ ರೂ.10,000/-. ಟೆಂಡರ್ ಶುಲ್ಕ ರೂ.500/-. ಹೆಚ್ಚಿನ ಮಾಹಿತಿಗಾಗಿ http://kppp.karnataka.gov.in ನೋಡಬಹುದು.: [488, 736, 596, 768]
- ktech-text: ಕರ್ನಾಟಕ ಸರ್ಕಾರದ ಮಾಹಿತಿ ತಂತ್ರಜ್ಞಾನ ಇಲಾಖೆಯಿಂದ ಸೆಮಿಕಂಡಕ್ಟರ್ ಕ್ಷೇತ್ರದ ಯೋಜನೆ ಅನುಷ್ಠಾನಕ್ಕಾಗಿ ಅರ್ಹ ಸಂಸ್ಥೆಗಳಿಂದ ಪ್ರಸ್ತಾವನೆ ಆಹ್ವಾನಿಸಲಾಗಿದೆ. (RFP) ದಾಖಲೆಗಳನ್ನು https://kppp.karnataka.gov.in ನಿಂದ ಪಡೆಯಬಹುದು. ಬಿಡ್ ಸಲ್ಲಿಸಲು ಕೊನೆಯ ದಿನಾಂಕ 02-03-2026 ಸಂಜೆ 4.00 ಗಂಟೆ.: [161, 437, 301, 451]
- table-cell: ಆರ್ಥಿಕ ಬಿಡ್ ತೆರೆಯುವ ದಿನಾಂಕ: [333, 506, 413, 514]
- table-cell: 26.01.2026: [435, 484, 483, 492]
- article-headline: 'ಗ್ಯಾರಂಟಿ ಹಂಚಿ ಅಭಿವೃದ್ಧಿ ಹಾಳು': [158, 142, 304, 151]
- dhuda-notice-ad: [488, 262, 596, 418]
- knnl-subtitle: ಕಾರ್ಯನಿರ್ವಾಹಕ ಅಭಿಯಂತರರ ಕಛೇರಿ: [381, 270, 427, 275]
- table-cell: [413, 484, 435, 492]
- tmc-notice: ಪ್ರಕಟಣೆ: [27, 294, 131, 299]
- kbjnl-sign: ಅಧೀಕ್ಷಕ ಅಭಿಯಂತರರು, ಕೆವೃ, ದಾವಣಗೆರೆ: [439, 696, 486, 701]
- emblem-icon: ✦: [491, 264, 503, 276]
- tmc-title: ಪುರಸಭೆ ಕಾರ್ಯಾಲಯ: [51, 274, 86, 280]
- pwd-title: ಲೋಕೋಪಯೋಗಿ ಇಲಾಖೆ: [520, 426, 564, 433]
- kbjnl-text2: ಟೆಂಡರ್‌ಗೆ ಸಂಬಂಧಿಸಿದ ಹೆಚ್ಚಿನ ಮಾಹಿತಿಗಾಗಿ ಕಚೇರಿಯನ್ನು ಸಂಪರ್ಕಿಸಬಹುದು. ತಿದ್ದುಪಡಿಗಳಿದ್ದಲ್ಲಿ ಪೋರ್ಟಲ್‌ನಲ್ಲಿ ಪ್ರಕಟಿಸಲಾಗುವುದು.: [308, 665, 452, 670]
- table-header-cell: ದಿನಾಂಕ: [435, 476, 483, 484]
- knnl-sign: ಕಾರ್ಯನಿರ್ವಾಹಕ ಅಭಿಯಂತರರು: [446, 350, 483, 355]
- photo-caption: ದಾವಣಗೆರೆಯಲ್ಲಿ ನಡೆದ ಕಾರ್ಯಾಗಾರದಲ್ಲಿ ಸಂಸದರು ಮಾತನಾಡಿದರು.: [436, 141, 517, 145]
- tmc-text: ಮಲೇಬೆನ್ನೂರು ಪುರಸಭೆ ವ್ಯಾಪ್ತಿಯಲ್ಲಿ ಬೀದಿ ನಾಯಿಗಳ ಸಂತಾನಶಕ್ತಿ ಹರಣ ಚಿಕಿತ್ಸೆ (Animal Birth Control Dog Rule-2023) 2026 ನೇ ಸಾಲಿನ ಕಾರ್ಯಕ್ರಮ ಅನುಷ್ಠಾನಕ್ಕಾಗಿ ಅರ್ಹ ಸಂಸ್ಥೆಗಳಿಂದ ಅರ್ಜಿ ಆಹ್ವಾನಿಸಲಾಗಿದೆ. ಆಸಕ್ತರು ನಿಗದಿತ ದಿನಾಂಕದೊಳಗೆ ಅರ್ಜಿ ಸಲ್ಲಿಸಬಹುದು.: [7, 329, 151, 343]
- dhuda-sign: ಆಯುಕ್ತರು, ದಾಹನಪ್ರಾ: [568, 339, 593, 344]
- classified-ad: ಜೈನ ವಧು 26 ವರ್ಷ, ಎಂ.ಬಿ.ಎ. ಸೂಕ್ತ ವರ ಬೇಕಾಗಿದೆ. ದೂ: 9448991122: [106, 717, 152, 734]
- classified-ad: ವರ ಬೇಕಾಗಿದೆ ನಾಯಕ 29 ವರ್ಷ ಪೊಲೀಸ್ 9740012345: [257, 720, 302, 733]
- tmc-text: ಮಲೇಬೆನ್ನೂರು ಪುರಸಭೆ ವ್ಯಾಪ್ತಿಯಲ್ಲಿ ಬೀದಿ ನಾಯಿಗಳ ಸಂತಾನಶಕ್ತಿ ಹರಣ ಚಿಕಿತ್ಸೆ (Animal Birth Control Dog Rule-2023) 2026 ನೇ ಸಾಲಿನ ಕಾರ್ಯಕ್ರಮ ಅನುಷ್ಠಾನಕ್ಕಾಗಿ ಅರ್ಹ ಸಂಸ್ಥೆಗಳಿಂದ ಅರ್ಜಿ ಆಹ್ವಾನಿಸಲಾಗಿದೆ. ಆಸಕ್ತರು ನಿಗದಿತ ದಿನಾಂಕದೊಳಗೆ ಅರ್ಜಿ ಸಲ್ಲಿಸಬಹುದು.: [7, 300, 151, 314]
- ktech-title: ಇ-ಟೆಂಡರ್ ಪ್ರಕಟಣೆ: [216, 426, 246, 432]
- kbjnl-notice: ಪುನಃ ಟೆಂಡರ್ ಪ್ರಕಟಣೆ: [341, 445, 453, 450]
- kbjnl-ref: ಸಂಖ್ಯೆ: ಅಅ/ಕೆವೃ/ದಾವ/ಟೆಂ/2025-26/1297 ದಿನಾಂಕ: 29.12.2025: [353, 451, 441, 456]
- kbjnl-text2: ಟೆಂಡರ್‌ಗೆ ಸಂಬಂಧಿಸಿದ ಹೆಚ್ಚಿನ ಮಾಹಿತಿಗಾಗಿ ಕಚೇರಿಯನ್ನು ಸಂಪರ್ಕಿಸಬಹುದು. ತಿದ್ದುಪಡಿಗಳಿದ್ದಲ್ಲಿ ಪೋರ್ಟಲ್‌ನಲ್ಲಿ ಪ್ರಕಟಿಸಲಾಗುವುದು.: [311, 522, 455, 527]
- main-subheadline: ಜನರಿಗೆ ತಪ್ಪು ಮಾಹಿತಿ ನೀಡುವುದು ಖಂಡನೀಯ: ಸಂಸದರ ಅಭಿಮತ: [308, 47, 596, 57]
- page-date: ದಾವಣಗೆರೆ, ಫೆಬ್ರವರಿ 3, 2026: [539, 5, 594, 11]
- table-cell: ಬಿಡ್ ಸಲ್ಲಿಸಲು ಕೊನೆಯ ದಿನಾಂಕ: [333, 491, 413, 499]
- vaivahika-title: ವೈವಾಹಿಕ: [59, 658, 99, 674]
- dhfws-sign: ಜಿಲ್ಲಾ ಆರೋಗ್ಯ ಮತ್ತು ಕುಟುಂಬ ಕಲ್ಯಾಣ ಅಧಿಕಾರಿಗಳು: [537, 801, 596, 806]
- article-guarantee: [158, 142, 304, 264]
- knnl-ee1: EE-No.1/KNNL/ 2761/Tender Notification/Call-2/2025-26/2426 Date: 28.12.2025: [311, 289, 470, 294]
- apmc-text2: ಬಿಡ್ ಸಲ್ಲಿಸಲು ಕೊನೆಯ ದಿನಾಂಕ 25.02.2026 ಸಂಜೆ 5.30 ಗಂಟೆ. ಹೆಚ್ಚಿನ ವಿವರಗಳಿಗೆ KPPP ಪೋರ್ಟಲ್ ನೋಡಿ.: [7, 119, 140, 124]
- main-headline: 'ವಿಬಿ-ಜಿ ರಾಮ್‌-ಜಿ ಜಾಗೃತಿ ಮೂಡಿಸಿ': [371, 23, 533, 39]
- main-body: ದಾವಣಗೆರೆ: ವಿಕಸಿತ ಭಾರತ ಗ್ಯಾರಂಟಿ ಫಾರ್ ರೋಜಗಾರ್ ಮತ್ತು ಆಜೀವಿಕಾ ಮಿಷನ್ (ಗ್ರಾಮೀಣ) ಯೋಜನೆ ಕುರಿತು ಜನರಲ್ಲಿ ಜಾಗೃತಿ ಮೂಡಿಸಬೇಕು ಎಂದು ಸಂಸದರು ಕರೆ ನೀಡಿದರು. ನಗರದಲ್ಲಿ ಆಯೋಜಿಸಿದ್ದ ಕಾರ್ಯಾಗಾರದಲ್ಲಿ ಮಾತನಾಡಿದ ಅವರು, ಕೇಂದ್ರ ಸರ್ಕಾರ ಗ್ರಾಮೀಣ ಜನರಿಗೆ ಉದ್ಯೋಗ ಖಾತರಿ ನೀಡುವ ನಿಟ್ಟಿನಲ್ಲಿ ಮಹತ್ವದ ಕ್ರಮ ಕೈಗೊಂಡಿದೆ. ಕೆಲವರು ಯೋಜನೆಯ ಬಗ್ಗೆ ಜನರಿಗೆ ತಪ್ಪು ಮಾಹಿತಿ ನೀಡುತ್ತಿರುವುದು ಖಂಡನೀಯ. ಪಕ್ಷದ ಕಾರ್ಯಕರ್ತರು ಪ್ರತಿ ಗ್ರಾಮಕ್ಕೂ ತೆರಳಿ ಯೋಜನೆಯ ಸೌಲಭ್ಯಗಳನ್ನು ಜನರಿಗೆ ತಿಳಿಸಬೇಕು. ಹೊಸ ಕಾಯ್ದೆಯಡಿ ಉದ್ಯೋಗದ ದಿನಗಳನ್ನು ಹೆಚ್ಚಿಸಲಾಗಿದ್ದು, ಕೂಲಿ ಹಣವನ್ನು ನೇರವಾಗಿ ಫಲಾನುಭವಿಗಳ ಖಾತೆಗೆ ಜಮೆ ಮಾಡಲಾಗುತ್ತದೆ. ಪಾರದರ್ಶಕತೆ ಕಾಪಾಡಲು ತಂತ್ರಜ್ಞಾನ ಬಳಸಲಾಗುತ್ತಿದೆ. ಗ್ರಾಮೀಣ ಭಾಗದ ಮೂಲಸೌಕರ್ಯ ಅಭಿವೃದ್ಧಿಗೆ ಈ ಯೋಜನೆ ಸಹಕಾರಿಯಾಗಲಿದೆ. ಕೃಷಿ ಚಟುವಟಿಕೆಗಳ ಸಮಯದಲ್ಲಿ ಕಾರ್ಮಿಕರ ಕೊರತೆ ಉಂಟಾಗದಂತೆ ಎಚ್ಚರಿಕೆ ವಹಿಸಲಾಗಿದೆ. ವಿರೋಧ ಪಕ್ಷಗಳು ರಾಜಕೀಯ ಕಾರಣಗಳಿಗಾಗಿ ಅಪಪ್ರಚಾರ ಮಾಡುತ್ತಿವೆ ಎಂದು ಟೀಕಿಸಿದರು. ಕಾರ್ಯಾಗಾರದಲ್ಲಿ ಜಿಲ್ಲಾ ಘಟಕದ ಅಧ್ಯಕ್ಷರು, ಪದಾಧಿಕಾರಿಗಳು, ಮಂಡಲ ಅಧ್ಯಕ್ಷರು ಹಾಗೂ ನೂರಾರು ಕಾರ್ಯಕರ್ತರು ಪಾಲ್ಗೊಂಡಿದ್ದರು. ಯೋಜನೆಯ ಮಾಹಿತಿ ಕೈಪಿಡಿಗಳನ್ನು ಬಿಡುಗಡೆ ಮಾಡಲಾಯಿತು. ಮುಖಂಡರು ಯೋಜನೆಯ ವಿವಿಧ ಅಂಶಗಳ ಕುರಿತು ವಿವರಿಸಿದರು. ಮುಂದಿನ ದಿನಗಳಲ್ಲಿ ತಾಲೂಕು ಮಟ್ಟದಲ್ಲೂ ಕಾರ್ಯಾಗಾರ ನಡೆಸಲಾಗುವುದು ಎಂದು ತಿಳಿಸಿದರು.: [436, 149, 596, 198]
- table-row: [312, 514, 483, 522]
- health-tender-ad: [4, 450, 154, 646]
- emblem-icon: ✦: [311, 266, 323, 278]
- classified-ad: ಮರುವಿವಾಹ: 35 ವರ್ಷ, ಸ್ವಂತ ಉದ್ಯಮ. ವಧು ಬೇಕಾಗಿದೆ. ದೂ: 9632587410: [106, 678, 152, 695]
- table-header-cell: ಕ್ರ.ಸಂ: [312, 476, 333, 484]
- classified-ad: ವಧು ಬೇಕಾಗಿದೆ ಲಿಂಗಾಯತ 31 ವರ್ಷ ಎಂ.ಎಸ್ಸಿ ಸಂಪರ್ಕಿಸಿ 9845012345: [160, 680, 205, 697]
- dhuda-ref: ಸಂ: ದಾಹನಪ್ರಾ/ಪ್ರ/2025-26/537: [491, 280, 593, 285]
- page-header: [4, 3, 596, 15]
- apmc-text: ದಾವಣಗೆರೆ ಕೃಷಿ ಉತ್ಪನ್ನ ಮಾರುಕಟ್ಟೆ ಸಮಿತಿಯ ಪ್ರಾಂಗಣದಲ್ಲಿ ಕಾಮಗಾರಿ ನಿರ್ವಹಿಸಲು ಅರ್ಹ ಗುತ್ತಿಗೆದಾರರಿಂದ ಇ-ಟೆಂಡರ್ ಆಹ್ವಾನಿಸಲಾಗಿದೆ. ಟೆಂಡರ್ ದಾಖಲೆಗಳನ್ನು ಇ-ಪ್ರೊಕ್ಯೂರ್‌ಮೆಂಟ್ ಪೋರ್ಟಲ್‌ನಲ್ಲಿ ಪಡೆಯಬಹುದು.: [7, 130, 151, 139]
- dhfws-text: ದಿನಾಂಕ: 2025-26ನೇ ಸಾಲಿನ ರಾಷ್ಟ್ರೀಯ ಆರೋಗ್ಯ ಅಭಿಯಾನ ಕಾರ್ಯಕ್ರಮದಡಿ HDS Media and Halogen Tablets ಸರಬರಾಜು ಮಾಡಲು ಅರ್ಹ ಸಂಸ್ಥೆಗಳಿಂದ ಅಲ್ಪಾವಧಿ ಟೆಂಡರ್ ಆಹ್ವಾನಿಸಲಾಗಿದೆ. ಟೆಂಡರ್ ದಾಖಲೆಗಳನ್ನು ದಿನಾಂಕ 30-01-2026 ರಿಂದ ಡೌನ್‌ಲೋಡ್ ಮಾಡಿಕೊಳ್ಳಬಹುದು. ಬಿಡ್ ಸಲ್ಲಿಸಲು ಕೊನೆಯ ದಿನಾಂಕ 10-02-2026 ಸಂಜೆ 5.30 ಗಂಟೆ. ತಾಂತ್ರಿಕ ಬಿಡ್ ತೆರೆಯುವ ದಿನಾಂಕ 12-02-2026. ಇಎಂಡಿ ಮೊತ್ತ ರೂ.10,000/-. ಟೆಂಡರ್ ಶುಲ್ಕ ರೂ.500/-. ಹೆಚ್ಚಿನ ಮಾಹಿತಿಗಾಗಿ http://kppp.karnataka.gov.in ನೋಡಬಹುದು.: [488, 768, 596, 800]
- tender-web[interactable]: Website: https://kppp.karnataka.gov.in: [189, 351, 273, 356]
- pwd-phone: ದೂರವಾಣಿ:-577284: [527, 437, 557, 442]
- knnl-work-name: ಕಾಮಗಾರಿಯ ಹೆಸರು: Improvements to pipeouts, Repair of gates, Removal of Silt & Jungle in Sasapura, DP1 DP2, DP3 and Sugar Distributaries of HLLC & RLLC from ch 0.00 to 28.0 kms.: [311, 299, 483, 316]
- article-body: ದಾವಣಗೆರೆ: ಜನರ ಒಳಿತಿಗಾಗಿ ಶ್ರಮಿಸುವುದರ ಮೂಲಕ ದೇಶಕ್ಕೆ ಕೊಡುಗೆ ನೀಡಲು ಸಾಧ್ಯ ಎಂದು ಗಣ್ಯರು ಅಭಿಪ್ರಾಯಪಟ್ಟರು. ನಗರದಲ್ಲಿ ನಡೆದ ಕಾರ್ಯಕ್ರಮದಲ್ಲಿ ಮಾತನಾಡಿದ ಅವರು, ಸಮಾಜದ ಪ್ರತಿಯೊಬ್ಬರೂ ಸೇವಾ ಮನೋಭಾವ ಬೆಳೆಸಿಕೊಳ್ಳಬೇಕು. ಯುವಜನರು ದೇಶದ ಅಭಿವೃದ್ಧಿಯಲ್ಲಿ ಪಾಲ್ಗೊಳ್ಳಬೇಕು ಎಂದರು. ಶಿಕ್ಷಣ, ಆರೋಗ್ಯ ಹಾಗೂ ಸಂಸ್ಕೃತಿ ಕ್ಷೇತ್ರದಲ್ಲಿ ಸಾಧನೆ ಮಾಡಿದವರನ್ನು ಸನ್ಮಾನಿಸಲಾಯಿತು. ಕಾರ್ಯಕ್ರಮದಲ್ಲಿ ಹಲವು ಪ್ರಮುಖರು, ಸಂಘಟನೆಯ ಪದಾಧಿಕಾರಿಗಳು ಉಪಸ್ಥಿತರಿದ್ದರು. ಸಮಾಜ ಸೇವೆಯಲ್ಲಿ ತೊಡಗಿರುವವರಿಗೆ ಪ್ರೋತ್ಸಾಹ ನೀಡಬೇಕು ಎಂದು ಹೇಳಿದರು.: [194, 26, 304, 53]
- table-cell: [413, 514, 435, 522]
- article-headline: 'ಸುಂಗ್ರಹಣಂದಲೇ ದೇಶಕ್ಕೆ ಕೊಡುಗೆ': [158, 18, 304, 26]
- tender-title: ಟೆಂಡರ್ ಪ್ರಕಟಣೆ: [191, 298, 271, 304]
- dhfws-subtitle: ಅಲ್ಪಾವಧಿ ಟೆಂಡರ್ ಪ್ರಕಟಣೆ: [491, 587, 593, 592]
- dhuda-address: ಡಾ. ಬಿ.ಆರ್.ಅಂಬೇಡ್ಕರ್ ಭವನ, ಪಿ.ಬಿ.ರಸ್ತೆ, ದಾವಣಗೆರೆ: [512, 276, 572, 280]
- dhfws-text: ದಿನಾಂಕ: 2025-26ನೇ ಸಾಲಿನ ರಾಷ್ಟ್ರೀಯ ಆರೋಗ್ಯ ಅಭಿಯಾನ ಕಾರ್ಯಕ್ರಮದಡಿ HDS Media and Halogen Tablets ಸರಬರಾಜು ಮಾಡಲು ಅರ್ಹ ಸಂಸ್ಥೆಗಳಿಂದ ಅಲ್ಪಾವಧಿ ಟೆಂಡರ್ ಆಹ್ವಾನಿಸಲಾಗಿದೆ. ಟೆಂಡರ್ ದಾಖಲೆಗಳನ್ನು ದಿನಾಂಕ 30-01-2026 ರಿಂದ ಡೌನ್‌ಲೋಡ್ ಮಾಡಿಕೊಳ್ಳಬಹುದು. ಬಿಡ್ ಸಲ್ಲಿಸಲು ಕೊನೆಯ ದಿನಾಂಕ 10-02-2026 ಸಂಜೆ 5.30 ಗಂಟೆ. ತಾಂತ್ರಿಕ ಬಿಡ್ ತೆರೆಯುವ ದಿನಾಂಕ 12-02-2026. ಇಎಂಡಿ ಮೊತ್ತ ರೂ.10,000/-. ಟೆಂಡರ್ ಶುಲ್ಕ ರೂ.500/-. ಹೆಚ್ಚಿನ ಮಾಹಿತಿಗಾಗಿ http://kppp.karnataka.gov.in ನೋಡಬಹುದು.: [488, 704, 596, 735]
- apmc-tender-ad: [4, 64, 154, 270]
- knnl-ref: ಸಂ: ಕಾಅ/ಕನೀನಿ/ಟೆಂ/2025-26 ದಿನಾಂಕ: 30.01.2026: [362, 280, 432, 285]
- classified-ad: ಲಿಂಗಾಯತ ವಧುವಿಗೆ ಸೂಕ್ತ ವರ ಬೇಕಾಗಿದೆ. ವಿದ್ಯಾವಂತ, ಉದ್ಯೋಗಸ್ಥ. ದೂ: 9980012345: [6, 717, 52, 734]
- apmc-text: ದಾವಣಗೆರೆ ಕೃಷಿ ಉತ್ಪನ್ನ ಮಾರುಕಟ್ಟೆ ಸಮಿತಿಯ ಪ್ರಾಂಗಣದಲ್ಲಿ ಕಾಮಗಾರಿ ನಿರ್ವಹಿಸಲು ಅರ್ಹ ಗುತ್ತಿಗೆದಾರರಿಂದ ಇ-ಟೆಂಡರ್ ಆಹ್ವಾನಿಸಲಾಗಿದೆ. ಟೆಂಡರ್ ದಾಖಲೆಗಳನ್ನು ಇ-ಪ್ರೊಕ್ಯೂರ್‌ಮೆಂಟ್ ಪೋರ್ಟಲ್‌ನಲ್ಲಿ ಪಡೆಯಬಹುದು.: [7, 99, 151, 108]
- speaker-photo: [278, 153, 304, 183]
- tmc-notice-ad: [4, 272, 154, 448]
- apmc-amount: ಅಂದಾಜು ಮೊತ್ತ ರೂ.73,52,490/- (GST ಹೊರತು): [7, 113, 84, 119]
- classified-ad: 7483616411: [257, 695, 302, 703]
- tmc-title-en: TOWN MUNICIPAL COUNCIL MALEBENNUR: [22, 280, 116, 286]
- phc-text: ದಾವಣಗೆರೆ ಜಿಲ್ಲಾ ಆರೋಗ್ಯ ಅಧಿಕಾರಿಗಳ ಕಚೇರಿಗೆ 2025-26ನೇ ಸಾಲಿಗೆ ಅಗತ್ಯವಿರುವ ಸಾಮಗ್ರಿಗಳ ಸರಬರಾಜು ಮಾಡಲು ಅರ್ಹ ಸಂಸ್ಥೆಗಳಿಂದ ಇ-ಟೆಂಡರ್ ಆಹ್ವಾನಿಸಲಾಗಿದೆ. ಟೆಂಡರ್ ಸಲ್ಲಿಸಲು ಕೊನೆಯ ದಿನಾಂಕ 20-02-2026. ಹೆಚ್ಚಿನ ಮಾಹಿತಿಗಾಗಿ www.kppp.karnataka.gov.in ನೋಡಬಹುದು.: [7, 507, 151, 521]
- classified-ad: ಕುರುಬ ವರ 29 ವರ್ಷ, ಸರ್ಕಾರಿ ನೌಕರ. ವಧು ಬೇಕಾಗಿದೆ. ದೂ: 9481234567: [56, 706, 102, 723]
- table-cell: ಬಿಡ್ ಡಾಕ್ಯುಮೆಂಟ್ ಪ್ರಕಟಣೆ: [333, 484, 413, 492]
- byline: ಉದಯವಾಣಿ ವಾರ್ತೆ: [308, 59, 334, 63]
- classified-ad: ವಧು ಬೇಕಾಗಿದೆ ಬ್ರಾಹ್ಮಣ 29 ವರ್ಷ ವೈದ್ಯ 9482223344: [160, 680, 253, 755]
- phc-email: Email: dhodavanagere@gmail.com: [49, 462, 109, 467]
- table-header-row: [312, 476, 483, 484]
- table-row: [312, 499, 483, 507]
- tender-text: ಕರ್ನಾಟಕ ಸಾರ್ವಜನಿಕ ಸಂಗ್ರಹಣೆ ಪೋರ್ಟಲ್ ಮೂಲಕ ಅರ್ಹ ಗುತ್ತಿಗೆದಾರರಿಂದ ಇ-ಟೆಂಡರ್ ಆಹ್ವಾನಿಸಲಾಗಿದೆ. ಟೆಂಡರ್ ಶುಲ್ಕ, ಇಎಂಡಿ ಹಾಗೂ ಇತರೆ ವಿವರಗಳನ್ನು ವೆಬ್‌ಸೈಟ್‌ನಲ್ಲಿ ಪಡೆಯಬಹುದು. ಬಿಡ್ ಸಲ್ಲಿಸಲು ಕೊನೆಯ ದಿನಾಂಕ 02-03-2026 ಸಂಜೆ 5.00 ಗಂಟೆ.: [161, 323, 301, 337]
